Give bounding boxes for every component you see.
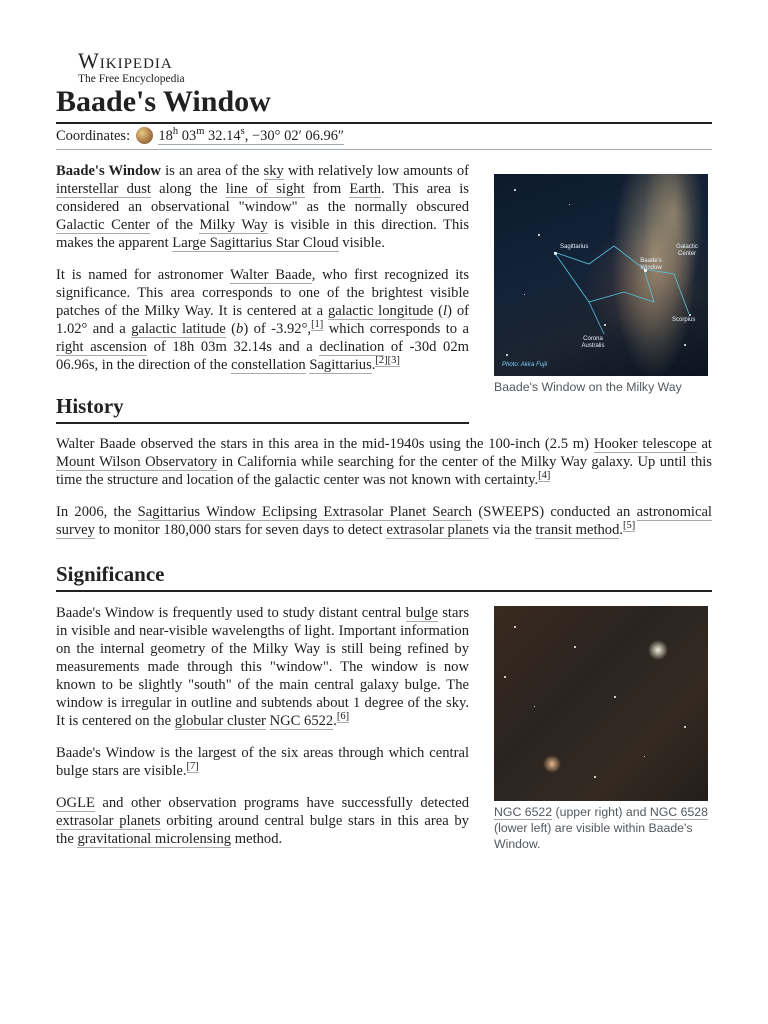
coordinates-bar [56,126,712,150]
figure-caption: NGC 6522 (upper right) and NGC 6528 (lower left) are visible within Baade's Window. [494,805,708,851]
intro-paragraph-1: Baade's Window is an area of the sky with relatively low amounts of interstellar dust along the line of sight from Earth. This area is considered an observational "window" as the normally obscured Galactic Center of the Milky Way is visible in this direction. This makes the apparent Large Sagittarius Star Cloud visible. [56,163,470,251]
link-gravitational-microlensing[interactable]: gravitational microlensing [77,831,232,847]
link-galactic-longitude[interactable]: galactic longitude [327,303,434,319]
link-constellation[interactable]: constellation [231,357,306,373]
link-ngc-6522-caption[interactable]: NGC 6522 [494,805,553,819]
intro-paragraph-2: It is named for astronomer Walter Baade, who first recognized its significance. This area corresponds to one of the brightest visible patches of the Milky Way. It is centered at a galactic longitude (l) of 1.02° and a galactic latitude (b) of -3.92°,[1] which corresponds to a right ascension of 18h 03m 32.14s and a declination of -30d 02m 06.96s, in the direction of the constellation Sagittarius.[2][3] [56,267,470,373]
ref-1[interactable]: [1] [311,319,324,330]
link-walter-baade[interactable]: Walter Baade [229,267,312,283]
history-paragraph-1: Walter Baade observed the stars in this area in the mid-1940s using the 100-inch (2.5 m) Hooker telescope at Mount Wilson Observatory in California while searching for the center of the Milky Way galaxy. Up until this time the structure and location of the galactic center was not known with certainty.[4] [56,436,712,488]
milky-way-image[interactable] [494,174,708,376]
history-paragraph-2: In 2006, the Sagittarius Window Eclipsing Extrasolar Planet Search (SWEEPS) conducted an astronomical survey to monitor 180,000 stars for seven days to detect extrasolar planets via the transit method.[5] [56,504,712,538]
significance-paragraph-1: Baade's Window is frequently used to study distant central bulge stars in visible and near-visible wavelengths of light. Important information on the internal geometry of the Milky Way is still being refined by measurements made through this "window". The window is now known to be slightly "south" of the main central galaxy bulge. The window is irregular in outline and subtends about 1 degree of the sky. It is centered on the globular cluster NGC 6522.[6] [56,605,470,729]
lead-term: Baade's Window [56,163,161,179]
ref-2[interactable]: [2] [375,355,388,366]
globe-icon[interactable] [136,127,153,144]
link-sweeps[interactable]: Sagittarius Window Eclipsing Extrasolar Planet Search [137,504,473,520]
significance-paragraph-3: OGLE and other observation programs have successfully detected extrasolar planets orbiting around central bulge stars in this area by the gravitational microlensing method. [56,795,469,847]
label-scorpius: Scorpius [672,317,696,323]
history-section [56,435,712,553]
star-field-image[interactable] [494,606,708,801]
link-milky-way[interactable]: Milky Way [199,217,268,233]
wikipedia-logo[interactable] [78,50,228,85]
coordinates-label: Coordinates: [56,128,131,144]
link-ngc-6528[interactable]: NGC 6528 [649,805,708,819]
link-sagittarius-star-cloud[interactable]: Large Sagittarius Star Cloud [172,235,339,251]
significance-paragraph-2: Baade's Window is the largest of the six areas through which central bulge stars are visible.[7] [56,745,469,779]
link-declination[interactable]: declination [319,339,385,355]
link-extrasolar-planets[interactable]: extrasolar planets [386,522,489,538]
photo-credit: Photo: Akira Fujii [502,362,548,368]
logo-tagline: The Free Encyclopedia [78,73,185,85]
link-galactic-latitude[interactable]: galactic latitude [131,321,226,337]
label-corona-australis: Corona Australis [581,336,605,349]
ref-7[interactable]: [7] [186,761,199,772]
link-mount-wilson[interactable]: Mount Wilson Observatory [56,454,218,470]
figure-star-field [494,606,708,852]
link-sky[interactable]: sky [263,163,284,179]
link-line-of-sight[interactable]: line of sight [225,181,305,197]
figure-caption: Baade's Window on the Milky Way [494,380,682,394]
link-earth[interactable]: Earth [349,181,382,197]
link-astronomical-survey[interactable]: astronomical survey [56,504,712,538]
significance-section [56,604,469,862]
link-transit-method[interactable]: transit method [535,522,620,538]
label-baades-window: Baade's Window [640,258,662,271]
ref-6[interactable]: [6] [336,711,350,722]
link-right-ascension[interactable]: right ascension [56,339,147,355]
link-sagittarius[interactable]: Sagittarius [309,357,372,373]
link-extrasolar-planets-2[interactable]: extrasolar planets [56,813,161,829]
label-sagittarius: Sagittarius [560,244,589,250]
link-globular-cluster[interactable]: globular cluster [174,713,266,729]
link-ngc-6522[interactable]: NGC 6522 [269,713,334,729]
link-bulge[interactable]: bulge [405,605,439,621]
page-title: Baade's Window [56,84,712,124]
link-interstellar-dust[interactable]: interstellar dust [56,181,151,197]
link-hooker-telescope[interactable]: Hooker telescope [593,436,697,452]
label-galactic-center: Galactic Center [676,244,698,257]
coordinates-value[interactable]: 18$^h$ 03$^m$ $32.14^s$, −30° 02′ 06.96″ [158,126,345,144]
ref-5[interactable]: [5] [623,520,636,531]
ref-4[interactable]: [4] [538,470,551,481]
logo-wordmark: Wikipedia [78,48,173,73]
intro-section [56,162,469,388]
link-galactic-center[interactable]: Galactic Center [56,217,151,233]
heading-significance: Significance [56,561,712,592]
link-ogle[interactable]: OGLE [56,795,95,811]
figure-milky-way [494,174,708,395]
ref-3[interactable]: [3] [387,355,400,366]
heading-history: History [56,393,469,424]
